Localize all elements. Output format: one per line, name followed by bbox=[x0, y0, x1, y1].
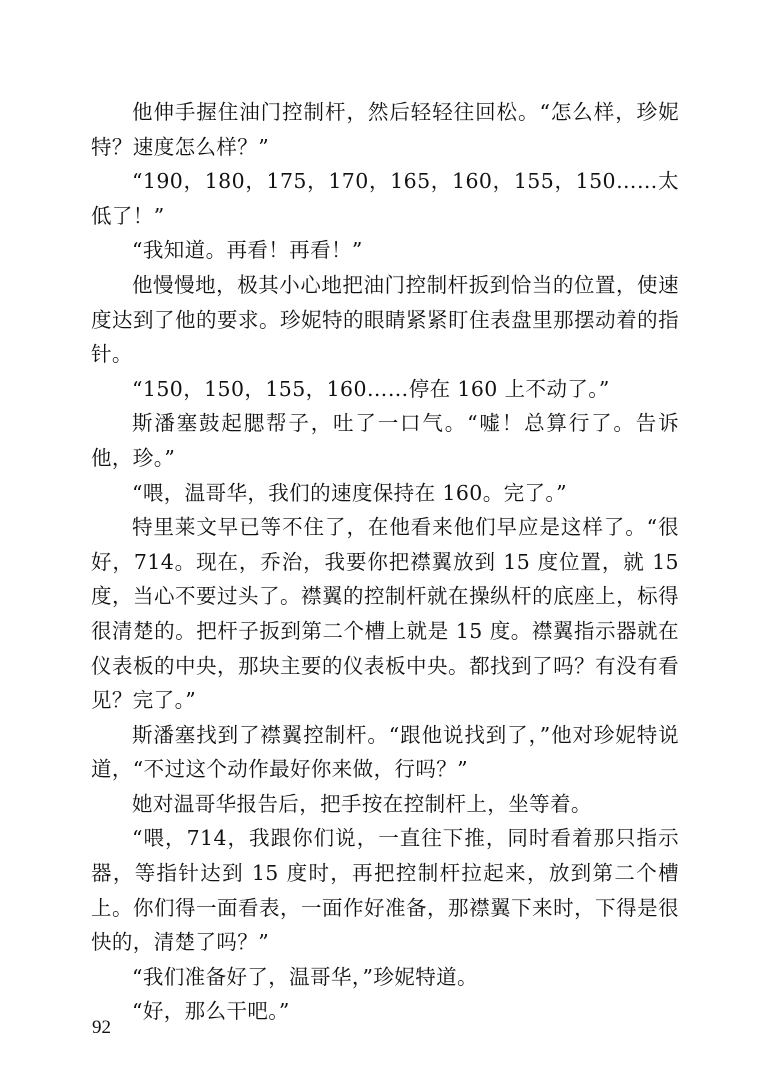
paragraph: “190，180，175，170，165，160，155，150……太低了！” bbox=[91, 169, 679, 228]
paragraph: 斯潘塞鼓起腮帮子，吐了一口气。“嘘！总算行了。告诉他，珍。” bbox=[91, 411, 679, 470]
paragraph: “我们准备好了，温哥华，”珍妮特道。 bbox=[132, 964, 478, 989]
paragraph: “好，那么干吧。” bbox=[132, 999, 290, 1024]
paragraph: 她对温哥华报告后，把手按在控制杆上，坐等着。 bbox=[132, 791, 592, 816]
paragraph: 他慢慢地，极其小心地把油门控制杆扳到恰当的位置，使速度达到了他的要求。珍妮特的眼睛紧紧盯住表盘里那摆动着的指针。 bbox=[91, 272, 679, 367]
paragraph: “150，150，155，160……停在 160 上不动了。” bbox=[132, 376, 610, 401]
paragraph: “我知道。再看！再看！” bbox=[132, 238, 363, 263]
paragraph: 特里莱文早已等不住了，在他看来他们早应是这样了。“很好，714。现在，乔治，我要你把襟翼放到 15 度位置，就 15 度，当心不要过头了。襟翼的控制杆就在操纵杆的底座上，标得很清楚的。把杆子扳到第二个槽上就是 15 度。襟翼指示器就在仪表板的中央，那块主要的仪表板中央。都找到了吗？有没有看见？完了。” bbox=[91, 515, 679, 713]
paragraph: 他伸手握住油门控制杆，然后轻轻往回松。“怎么样，珍妮特？速度怎么样？” bbox=[91, 100, 679, 159]
paragraph: “喂，温哥华，我们的速度保持在 160。完了。” bbox=[132, 480, 567, 505]
body-text bbox=[91, 95, 679, 1029]
paragraph: “喂，714，我跟你们说，一直往下推，同时看着那只指示器，等指针达到 15 度时，再把控制杆拉起来，放到第二个槽上。你们得一面看表，一面作好准备，那襟翼下来时，下得是很快的，清楚了吗？” bbox=[91, 826, 679, 955]
paragraph: 斯潘塞找到了襟翼控制杆。“跟他说找到了，”他对珍妮特说道，“不过这个动作最好你来做，行吗？” bbox=[91, 722, 679, 782]
page-number: 92 bbox=[92, 1017, 111, 1038]
